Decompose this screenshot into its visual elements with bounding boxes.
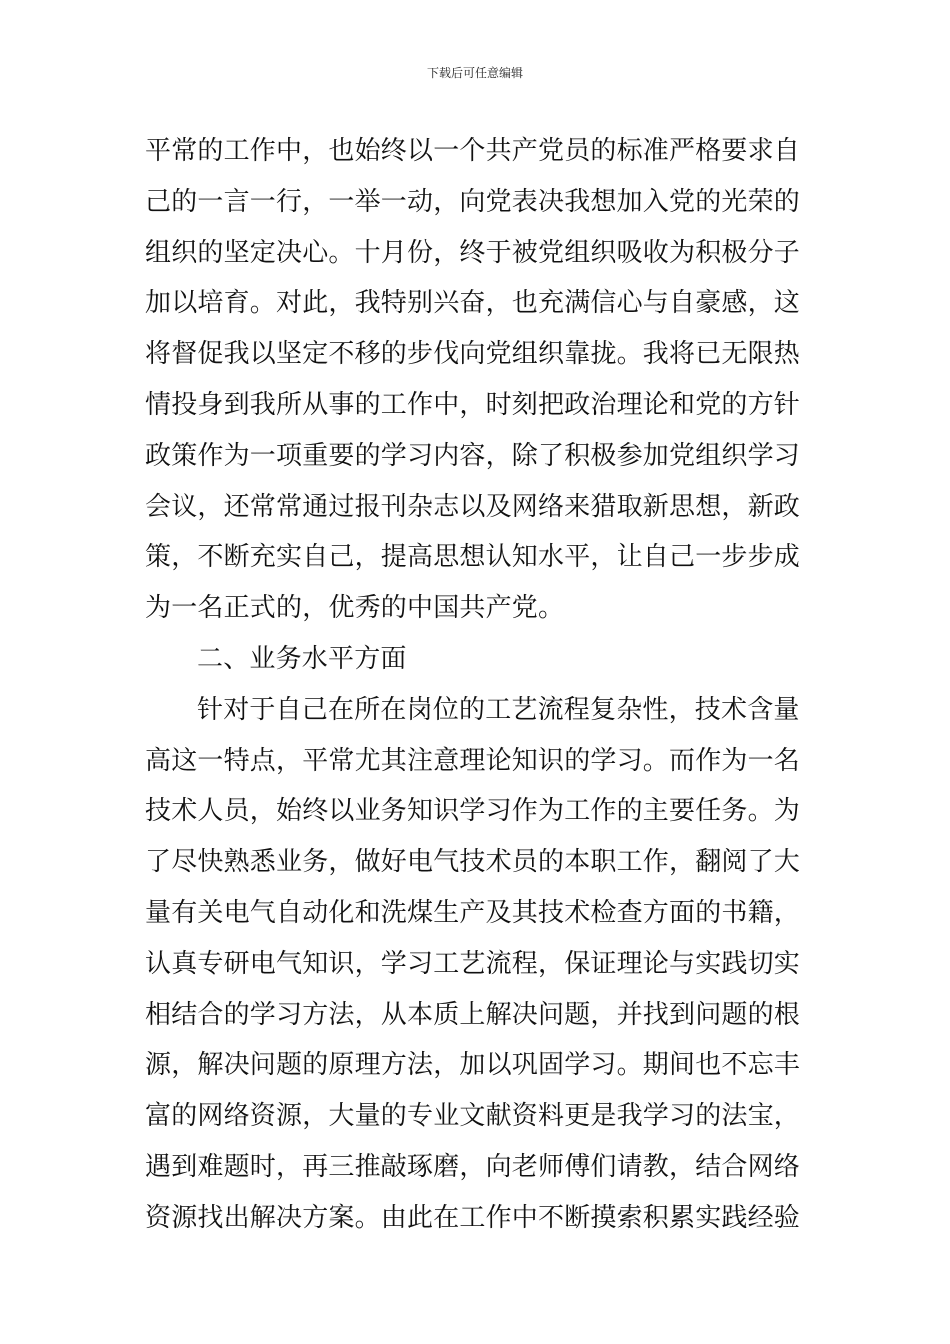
paragraph-first-line: 二、业务水平方面 (197, 643, 407, 674)
text-line: 富的网络资源，大量的专业文献资料更是我学习的法宝， (145, 1101, 801, 1132)
text-line: 为一名正式的，优秀的中国共产党。 (145, 593, 565, 624)
text-line: 组织的坚定决心。十月份，终于被党组织吸收为积极分子 (145, 237, 801, 268)
text-line: 会议，还常常通过报刊杂志以及网络来猎取新思想，新政 (145, 491, 801, 522)
text-line: 量有关电气自动化和洗煤生产及其技术检查方面的书籍， (145, 897, 801, 928)
page-header-note: 下载后可任意编辑 (426, 66, 523, 80)
text-line: 加以培育。对此，我特别兴奋，也充满信心与自豪感，这 (145, 288, 801, 319)
text-line: 策，不断充实自己，提高思想认知水平，让自己一步步成 (145, 542, 801, 573)
text-line: 相结合的学习方法，从本质上解决问题，并找到问题的根 (145, 999, 801, 1030)
text-line: 平常的工作中，也始终以一个共产党员的标准严格要求自 (145, 136, 801, 166)
text-line: 己的一言一行，一举一动，向党表决我想加入党的光荣的 (145, 186, 801, 217)
text-line: 遇到难题时，再三推敲琢磨，向老师傅们请教，结合网络 (145, 1151, 801, 1182)
document-body (145, 126, 810, 1244)
text-line: 情投身到我所从事的工作中，时刻把政治理论和党的方针 (145, 389, 801, 420)
text-line: 认真专研电气知识，学习工艺流程，保证理论与实践切实 (145, 948, 801, 979)
paragraph-first-line: 针对于自己在所在岗位的工艺流程复杂性，技术含量 (197, 694, 800, 725)
text-line: 政策作为一项重要的学习内容，除了积极参加党组织学习 (145, 440, 801, 471)
text-line: 高这一特点，平常尤其注意理论知识的学习。而作为一名 (145, 745, 801, 776)
text-line: 源，解决问题的原理方法，加以巩固学习。期间也不忘丰 (145, 1050, 801, 1081)
text-line: 资源找出解决方案。由此在工作中不断摸索积累实践经验 (145, 1202, 801, 1233)
text-line: 了尽快熟悉业务，做好电气技术员的本职工作，翻阅了大 (145, 847, 801, 878)
text-line: 将督促我以坚定不移的步伐向党组织靠拢。我将已无限热 (145, 339, 801, 370)
text-line: 技术人员，始终以业务知识学习作为工作的主要任务。为 (145, 796, 801, 827)
